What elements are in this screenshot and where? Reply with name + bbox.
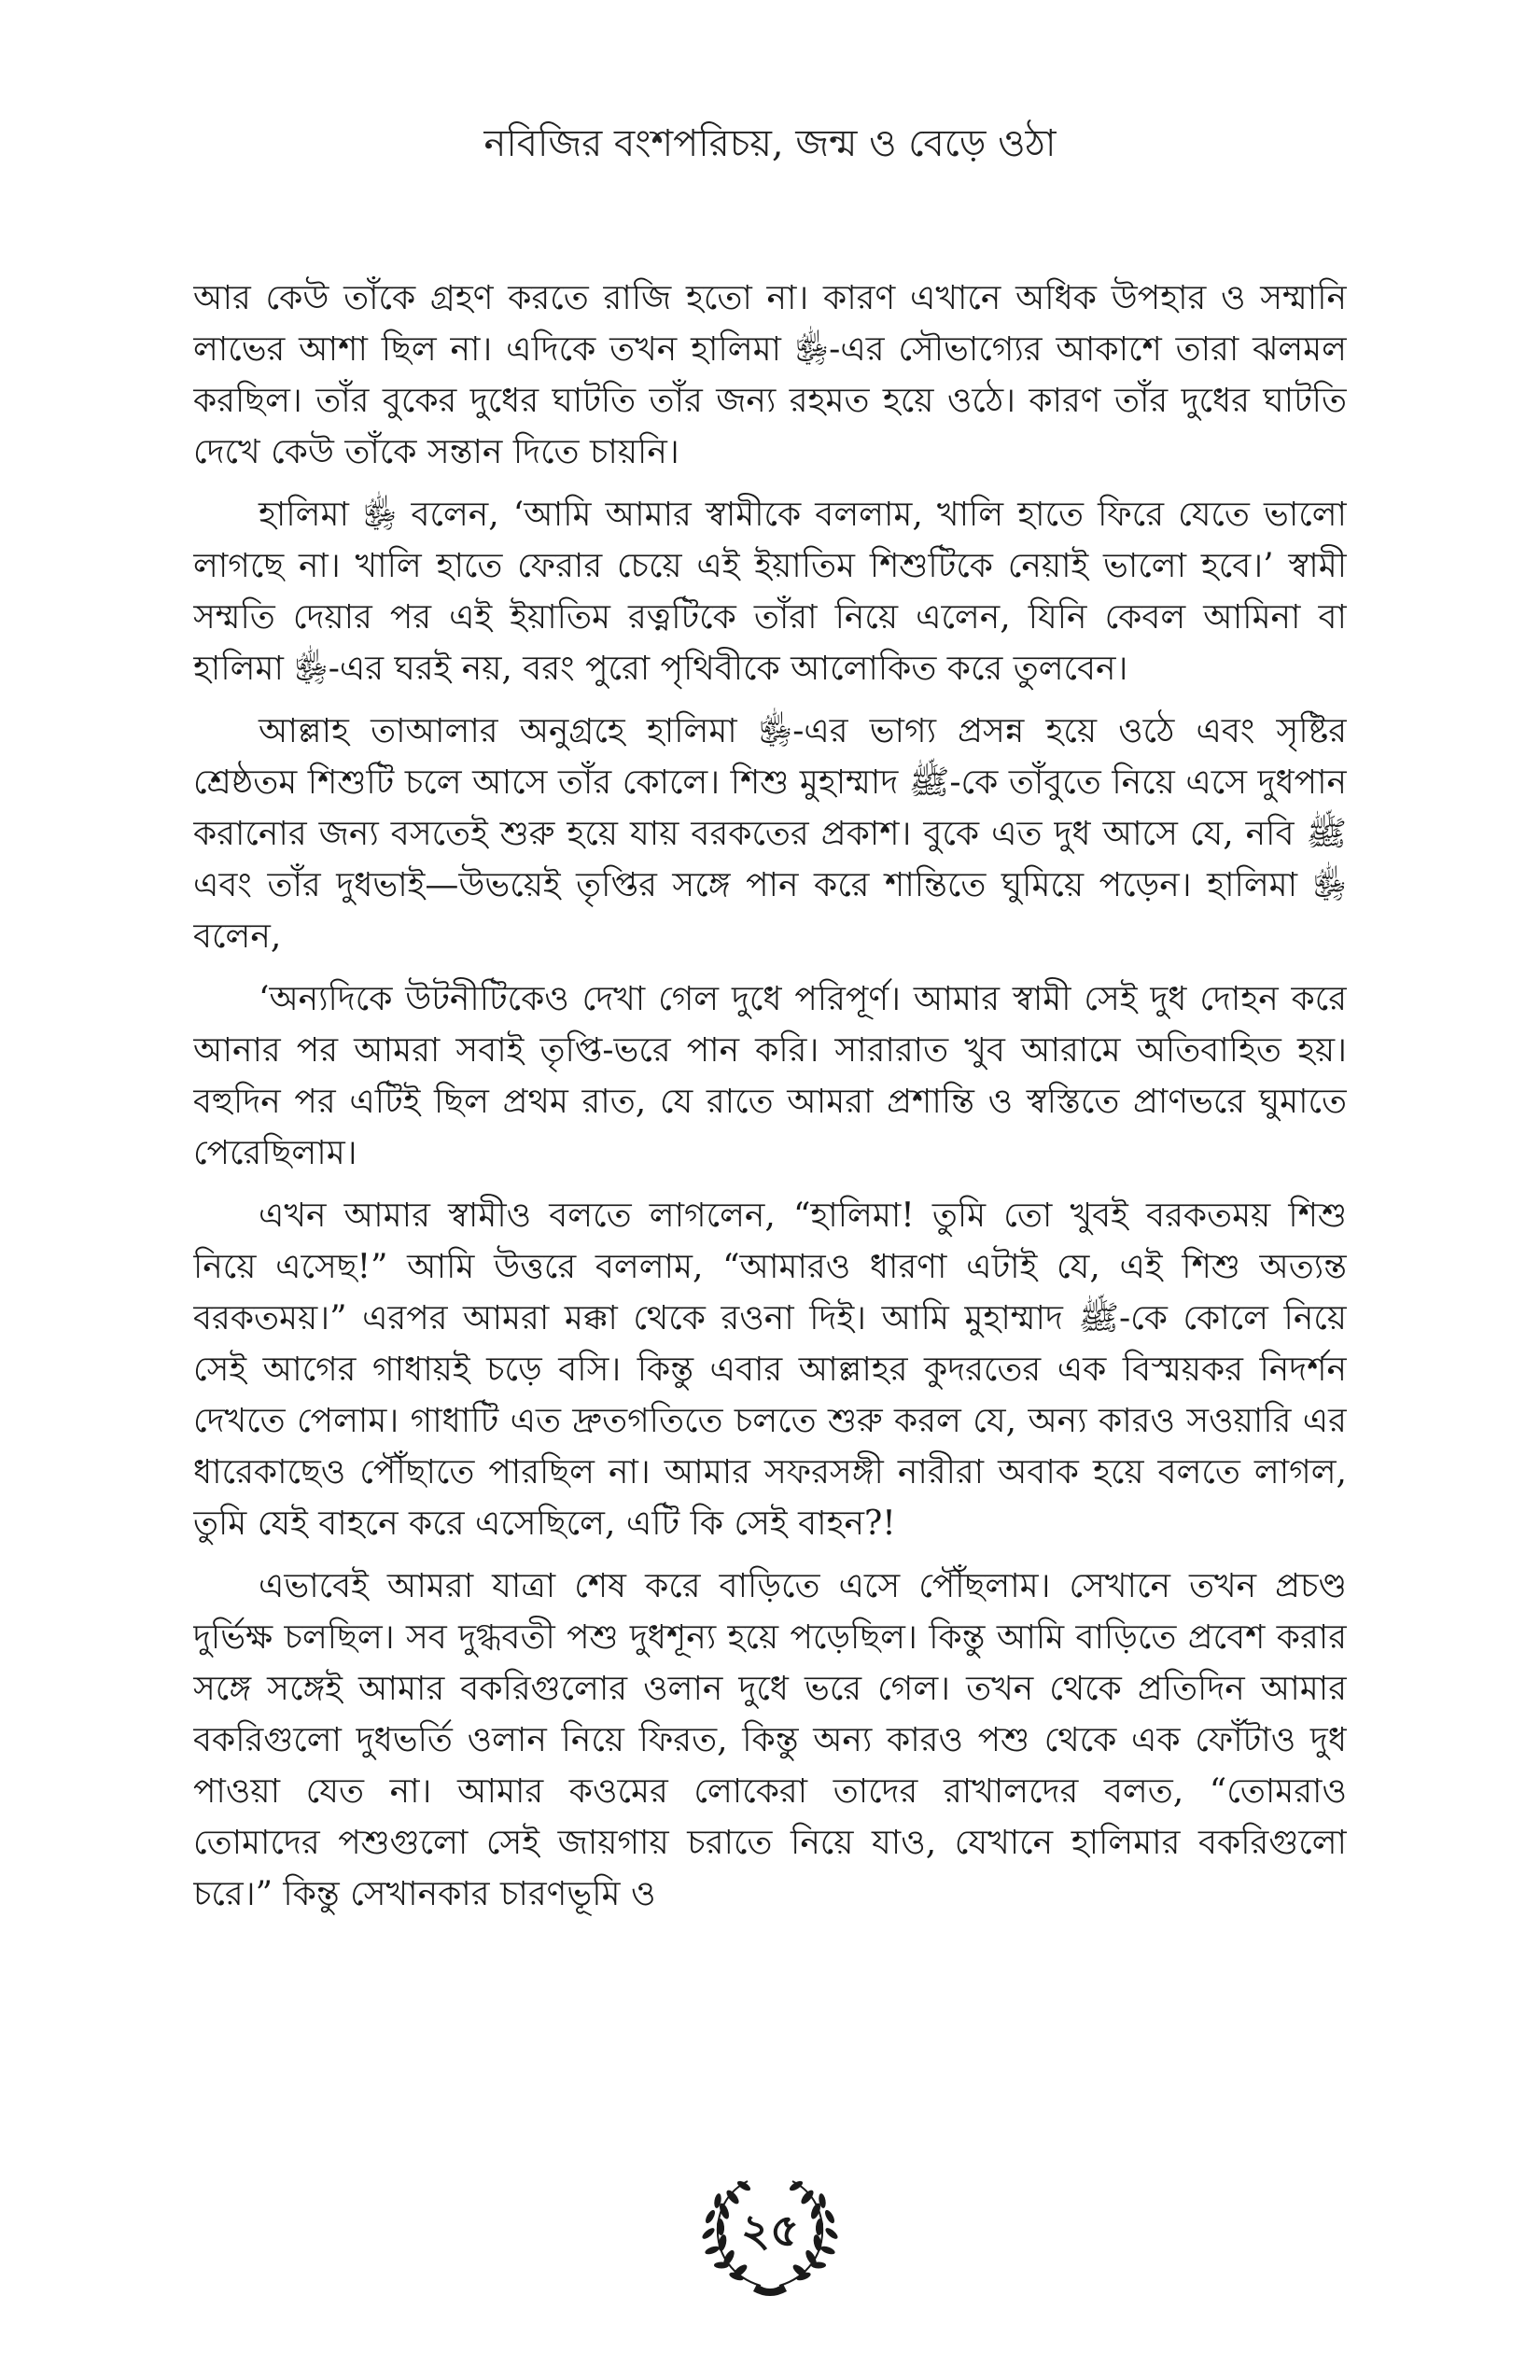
paragraph-1: আর কেউ তাঁকে গ্রহণ করতে রাজি হতো না। কারণ এখানে অধিক উপহার ও সম্মানি লাভের আশা ছিল না। এদিকে তখন হালিমা ﵂-এর সৌভাগ্যের আকাশে তারা ঝলমল করছিল। তাঁর বুকের দুধের ঘাটতি তাঁর জন্য রহমত হয়ে ওঠে। কারণ তাঁর দুধের ঘাটতি দেখে কেউ তাঁকে সন্তান দিতে চায়নি। <box>193 279 1347 471</box>
paragraph-4: ‘অন্যদিকে উটনীটিকেও দেখা গেল দুধে পরিপূর্ণ। আমার স্বামী সেই দুধ দোহন করে আনার পর আমরা সবাই তৃপ্তি-ভরে পান করি। সারারাত খুব আরামে অতিবাহিত হয়। বহুদিন পর এটিই ছিল প্রথম রাত, যে রাতে আমরা প্রশান্তি ও স্বস্তিতে প্রাণভরে ঘুমাতে পেরেছিলাম। <box>193 980 1347 1172</box>
paragraph-3: আল্লাহ তাআলার অনুগ্রহে হালিমা ﵂-এর ভাগ্য প্রসন্ন হয়ে ওঠে এবং সৃষ্টির শ্রেষ্ঠতম শিশুটি চলে আসে তাঁর কোলে। শিশু মুহাম্মাদ ﷺ-কে তাঁবুতে নিয়ে এসে দুধপান করানোর জন্য বসতেই শুরু হয়ে যায় বরকতের প্রকাশ। বুকে এত দুধ আসে যে, নবি ﷺ এবং তাঁর দুধভাই—উভয়েই তৃপ্তির সঙ্গে পান করে শান্তিতে ঘুমিয়ে পড়েন। হালিমা ﵂ বলেন, <box>193 712 1347 956</box>
paragraph-6: এভাবেই আমরা যাত্রা শেষ করে বাড়িতে এসে পৌঁছলাম। সেখানে তখন প্রচণ্ড দুর্ভিক্ষ চলছিল। সব দুগ্ধবতী পশু দুধশূন্য হয়ে পড়েছিল। কিন্তু আমি বাড়িতে প্রবেশ করার সঙ্গে সঙ্গেই আমার বকরিগুলোর ওলান দুধে ভরে গেল। তখন থেকে প্রতিদিন আমার বকরিগুলো দুধভর্তি ওলান নিয়ে ফিরত, কিন্তু অন্য কারও পশু থেকে এক ফোঁটাও দুধ পাওয়া যেত না। আমার কওমের লোকেরা তাদের রাখালদের বলত, “তোমরাও তোমাদের পশুগুলো সেই জায়গায় চরাতে নিয়ে যাও, যেখানে হালিমার বকরিগুলো চরে।” কিন্তু সেখানকার চারণভূমি ও <box>193 1567 1347 1913</box>
paragraph-5: এখন আমার স্বামীও বলতে লাগলেন, “হালিমা! তুমি তো খুবই বরকতময় শিশু নিয়ে এসেছ!” আমি উত্তরে বললাম, “আমারও ধারণা এটাই যে, এই শিশু অত্যন্ত বরকতময়।” এরপর আমরা মক্কা থেকে রওনা দিই। আমি মুহাম্মাদ ﷺ-কে কোলে নিয়ে সেই আগের গাধায়ই চড়ে বসি। কিন্তু এবার আল্লাহর কুদরতের এক বিস্ময়কর নিদর্শন দেখতে পেলাম। গাধাটি এত দ্রুতগতিতে চলতে শুরু করল যে, অন্য কারও সওয়ারি এর ধারেকাছেও পৌঁছাতে পারছিল না। আমার সফরসঙ্গী নারীরা অবাক হয়ে বলতে লাগল, তুমি যেই বাহনে করে এসেছিলে, এটি কি সেই বাহন?! <box>193 1197 1347 1543</box>
body-text <box>193 273 1347 2130</box>
page-folio <box>695 2161 845 2301</box>
running-header: নবিজির বংশপরিচয়, জন্ম ও বেড়ে ওঠা <box>483 122 1057 165</box>
page-number: ২৫ <box>740 2205 800 2257</box>
paragraph-2: হালিমা ﵂ বলেন, ‘আমি আমার স্বামীকে বললাম, খালি হাতে ফিরে যেতে ভালো লাগছে না। খালি হাতে ফেরার চেয়ে এই ইয়াতিম শিশুটিকে নেয়াই ভালো হবে।’ স্বামী সম্মতি দেয়ার পর এই ইয়াতিম রত্নটিকে তাঁরা নিয়ে এলেন, যিনি কেবল আমিনা বা হালিমা ﵂-এর ঘরই নয়, বরং পুরো পৃথিবীকে আলোকিত করে তুলবেন। <box>193 496 1347 688</box>
